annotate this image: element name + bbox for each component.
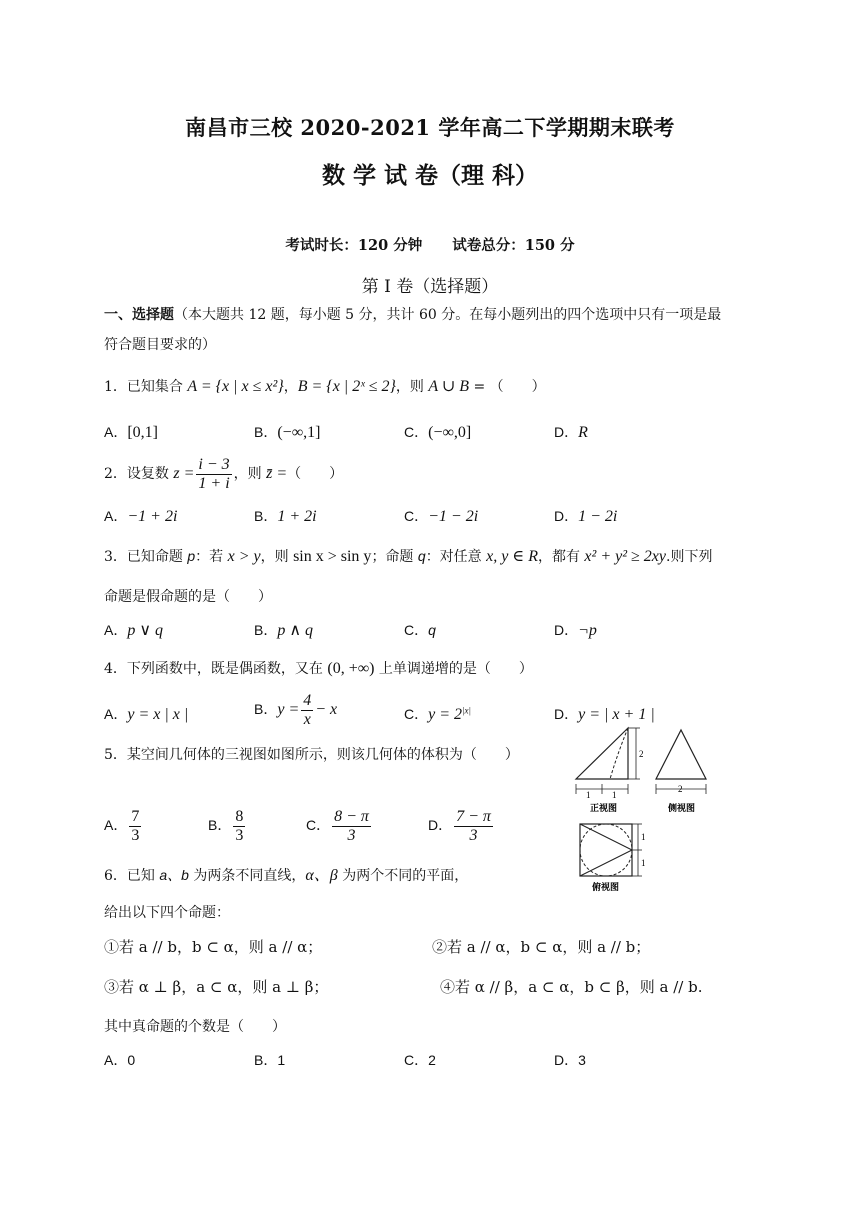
q4-option-d-value: y = | x + 1 | [578,706,655,723]
q6-proposition-1: ①若 a // b，b ⊂ α，则 a // α； [104,938,323,956]
q5-option-b-label: B． [208,817,232,834]
q5-option-c[interactable] [306,808,373,844]
q2-z: z = [173,465,195,483]
q1-option-a-value: [0,1] [127,424,158,441]
exam-title: 南昌市三校 2020-2021 学年高二下学期期末联考 [185,115,675,140]
q6-stem-c: 为两个不同的平面， [337,868,469,884]
q3-option-d[interactable] [554,620,597,640]
q2-stem-c: （ ） [287,466,344,483]
q3-forall: x, y ∈ R [486,548,538,565]
q1-option-b-label: B． [254,424,278,440]
q5-option-a-num: 7 [131,808,140,825]
q3-option-c[interactable] [404,620,436,640]
q3-ineq: x² + y² ≥ 2xy [584,548,666,565]
q4-stem [104,658,533,678]
q1-stem [104,376,546,396]
top-upper-dim: 1 [641,832,646,842]
q4-option-b-fraction [301,692,313,728]
q1-option-d[interactable] [554,422,588,442]
q6-option-b-label: B． [254,1052,278,1068]
q5-option-c-label: C． [306,817,331,834]
q6-option-d-label: D． [554,1052,579,1068]
q1-set-a: A = {x | x ≤ x²} [187,378,284,395]
q2-denominator: 1 + i [198,474,230,492]
q4-option-c-value: y = 2 [428,706,463,723]
q3-concl: sin x > sin y [293,548,372,565]
q2-stem [104,456,343,492]
q5-option-c-num: 8 − π [334,808,369,825]
top-lower-dim: 1 [641,858,646,868]
q5-option-a-den: 3 [131,826,140,844]
q3-option-a[interactable] [104,620,163,640]
q5-option-d-fraction [454,808,493,844]
q2-option-a-value: −1 + 2i [127,508,178,525]
q6-option-b-value: 1 [277,1052,286,1068]
q6-proposition-3: ③若 α ⊥ β，a ⊂ α，则 a ⊥ β； [104,978,329,996]
q1-sep: ， [283,379,298,395]
q5-option-d[interactable] [428,808,495,844]
q2-stem-a: 2．设复数 [104,466,174,483]
side-view [656,730,706,814]
side-view-label: 侧视图 [668,804,696,814]
q3-option-d-label: D． [554,622,579,638]
q1-stem-b: ，则 [395,379,429,395]
q3-part-f: ，都有 [537,549,585,565]
q6-line2: 给出以下四个命题： [104,905,230,921]
q4-option-b-lhs: y = [277,701,300,719]
q5-option-d-label: D． [428,817,453,834]
q3-q: q [417,548,426,564]
front-left-dim: 1 [586,790,591,800]
q2-option-d-label: D． [554,508,579,524]
q6-option-c[interactable] [404,1050,436,1070]
q5-option-c-fraction [332,808,371,844]
q2-option-d[interactable] [554,506,617,526]
q3-part-g: .则下列 [666,549,713,565]
q2-fraction [196,456,231,492]
q1-option-c-label: C． [404,424,429,440]
front-view-label: 正视图 [590,804,618,814]
q1-stem-a: 1．已知集合 [104,379,188,395]
q4-option-b-num: 4 [303,692,312,709]
front-right-dim: 1 [612,790,617,800]
q6-option-d-value: 3 [578,1052,586,1068]
q3-part-b: ：若 [195,549,228,565]
exam-subtitle: 数 学 试 卷（理 科） [321,162,539,189]
exam-meta [0,234,860,255]
q4-stem-b: 上单调递增的是（ ） [374,661,533,677]
side-base-dim: 2 [678,784,683,794]
q3-option-b[interactable] [254,620,313,640]
q1-option-c[interactable] [404,422,471,442]
part1-heading: 一、选择题 [104,307,174,323]
q4-stem-a: 4．下列函数中，既是偶函数，又在 [104,661,328,677]
q5-option-c-den: 3 [347,826,356,844]
q4-interval: (0, +∞) [327,660,375,677]
q6-option-c-label: C． [404,1052,429,1068]
q1-option-d-value: R [578,424,588,441]
q5-option-d-den: 3 [469,826,478,844]
q2-option-a[interactable] [104,506,177,526]
q4-option-a-label: A． [104,706,128,722]
q6-lines: a、b [159,867,189,883]
q4-option-c-label: C． [404,706,429,722]
q2-option-d-value: 1 − 2i [578,508,618,525]
q2-zbar: z̄ = [266,465,288,483]
q5-option-b[interactable] [208,808,247,844]
q5-option-b-num: 8 [235,808,244,825]
q1-set-b: B = {x | 2ˣ ≤ 2} [297,378,396,395]
exam-total-score: 试卷总分：150 分 [452,237,575,254]
q6-proposition-4: ④若 α // β，a ⊂ α，b ⊂ β，则 a // b. [440,978,703,996]
q5-option-d-num: 7 − π [456,808,491,825]
q3-stem-line1 [104,546,712,566]
q3-option-c-value: q [428,622,436,638]
q2-option-b[interactable] [254,506,317,526]
q5-option-b-den: 3 [235,826,244,844]
q3-option-a-value: p ∨ q [127,622,164,639]
q3-part-a: 3．已知命题 [104,549,188,565]
q3-option-b-label: B． [254,622,278,638]
q3-part-c: ，则 [260,549,294,565]
q6-count-question: 其中真命题的个数是（ ） [104,1019,286,1035]
q5-option-a[interactable] [104,808,143,844]
q6-option-a-value: 0 [127,1052,136,1068]
q1-union: A ∪ B [428,378,470,395]
q1-option-a[interactable] [104,422,158,442]
q6-option-a[interactable] [104,1050,135,1070]
q1-option-b-value: (−∞,1] [277,424,321,441]
q6-stem [104,862,468,885]
q3-stem-line2: 命题是假命题的是（ ） [104,589,272,605]
q2-option-b-value: 1 + 2i [277,508,317,525]
part1-instr-line2: 符合题目要求的） [104,337,216,353]
q1-option-b[interactable] [254,422,320,442]
q6-planes: α、β [305,867,338,884]
q2-option-a-label: A． [104,508,128,524]
q6-stem-b: 为两条不同直线， [188,868,306,884]
q5-option-a-label: A． [104,817,128,834]
q4-option-c[interactable] [404,704,471,724]
q3-part-e: ：对任意 [425,549,487,565]
q1-option-a-label: A． [104,424,128,440]
q6-option-d[interactable] [554,1050,586,1070]
q1-option-c-value: (−∞,0] [428,424,472,441]
q2-option-c[interactable] [404,506,478,526]
front-view [576,728,644,814]
q3-cond: x > y [227,548,261,565]
q3-option-b-value: p ∧ q [277,622,314,639]
top-view-label: 俯视图 [592,883,620,893]
q4-option-b-rhs: − x [315,701,338,719]
q6-option-c-value: 2 [428,1052,436,1068]
top-view [580,824,646,893]
part1-instructions [104,304,721,324]
q3-part-d: ；命题 [371,549,418,565]
q5-stem: 5．某空间几何体的三视图如图所示，则该几何体的体积为（ ） [104,747,519,763]
section-title: 第 Ⅰ 卷（选择题） [361,277,499,297]
q2-option-c-label: C． [404,508,429,524]
q4-option-d-label: D． [554,706,579,722]
q4-option-a-value: y = x | x | [127,706,189,723]
q5-option-a-fraction [129,808,141,844]
q2-numerator: i − 3 [198,456,230,473]
exam-duration: 考试时长：120 分钟 [285,237,423,254]
q4-option-b-den: x [303,710,311,728]
q6-proposition-2: ②若 a // α，b ⊂ α，则 a // b； [432,938,651,956]
front-height-dim: 2 [639,749,644,759]
q4-option-b-label: B． [254,701,278,718]
q6-stem-a: 6．已知 [104,868,160,884]
q1-option-d-label: D． [554,424,579,440]
q2-option-c-value: −1 − 2i [428,508,479,525]
q3-option-c-label: C． [404,622,429,638]
three-view-figure [570,722,720,894]
q4-option-c-exponent: |x| [462,705,471,716]
q4-option-d[interactable] [554,704,655,724]
q4-option-a[interactable] [104,704,188,724]
q5-option-b-fraction [233,808,245,844]
q4-option-b[interactable] [254,692,337,728]
q3-p: p [187,548,196,564]
q3-option-d-value: ¬p [578,622,597,639]
q6-option-b[interactable] [254,1050,285,1070]
q1-stem-c: = （ ） [469,379,546,395]
q3-option-a-label: A． [104,622,128,638]
q2-option-b-label: B． [254,508,278,524]
q6-option-a-label: A． [104,1052,128,1068]
part1-instr-line1: （本大题共 12 题，每小题 5 分，共计 60 分。在每小题列出的四个选项中只有一项是最 [174,307,722,323]
q2-stem-b: ，则 [233,466,267,483]
